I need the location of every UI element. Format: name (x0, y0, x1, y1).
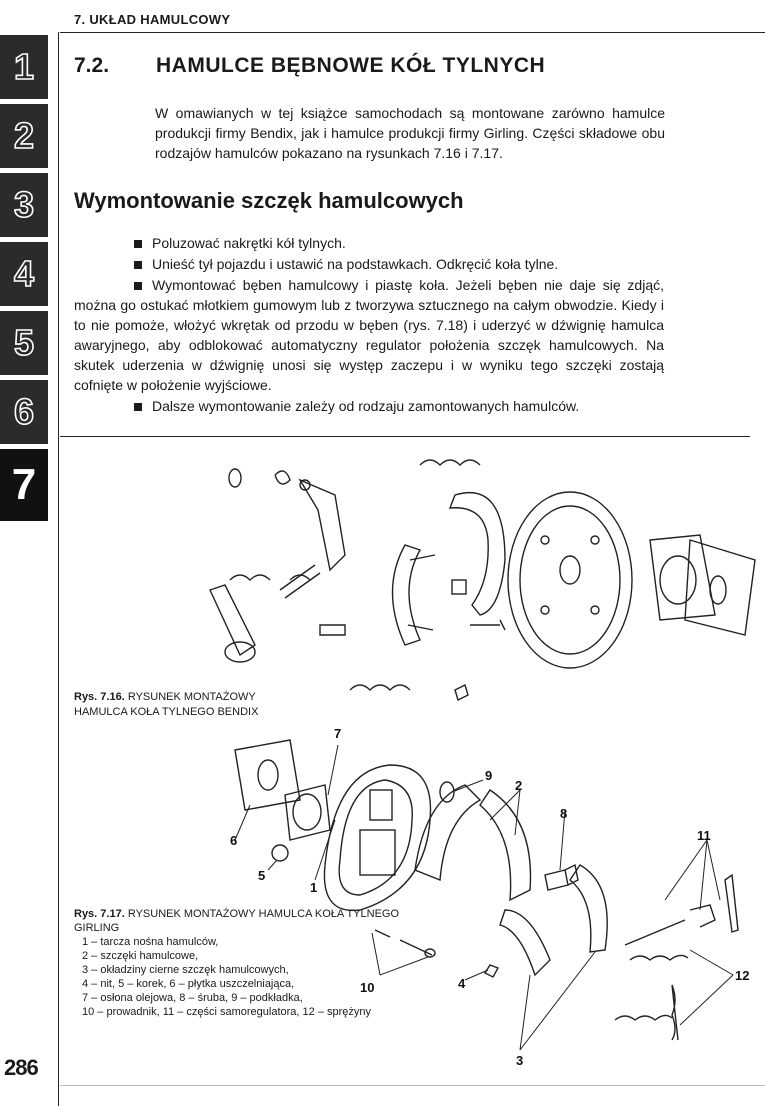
header-rule (60, 32, 765, 33)
legend-item: 7 – osłona olejowa, 8 – śruba, 9 – podkładka, (82, 992, 303, 1004)
subsection-title: Wymontowanie szczęk hamulcowych (74, 188, 464, 213)
bendix-small-parts (229, 469, 505, 700)
section-title: HAMULCE BĘBNOWE KÓŁ TYLNYCH (156, 54, 546, 77)
footer-rule (60, 1085, 765, 1086)
bullet-item: Unieść tył pojazdu i ustawić na podstawkach. Odkręcić koła tylne. (74, 254, 664, 274)
bullet-list (74, 233, 664, 417)
callout-11: 11 (697, 828, 711, 843)
girling-backing-plate (324, 765, 430, 910)
bendix-backing-plate (508, 492, 632, 668)
callout-9: 9 (485, 768, 493, 783)
bullet-item: Dalsze wymontowanie zależy od rodzaju zamontowanych hamulców. (74, 396, 664, 416)
margin-rule (58, 32, 59, 1106)
bendix-adjuster-lever (300, 480, 345, 570)
legend-item: 3 – okładziny cierne szczęk hamulcowych, (82, 964, 289, 976)
legend-item: 10 – prowadnik, 11 – części samoregulatora, 12 – sprężyny (82, 1006, 372, 1018)
callout-3: 3 (516, 1053, 524, 1068)
figure-7-16-caption: Rys. 7.16. RYSUNEK MONTAŻOWY HAMULCA KOŁA TYLNEGO BENDIX (74, 691, 259, 718)
legend-item: 1 – tarcza nośna hamulców, (82, 936, 219, 948)
chapter-tab-4[interactable]: 4 (0, 242, 48, 306)
callout-1: 1 (310, 880, 318, 895)
callout-8: 8 (560, 806, 568, 821)
chapter-tab-2[interactable]: 2 (0, 104, 48, 168)
callout-10: 10 (360, 980, 375, 995)
girling-plug (272, 845, 288, 861)
bullet-square-icon (134, 240, 142, 248)
callout-6: 6 (230, 833, 238, 848)
bendix-brake-shoe-left (393, 545, 436, 645)
chapter-header: 7. UKŁAD HAMULCOWY (74, 12, 231, 27)
girling-oil-shield (285, 785, 330, 840)
bendix-brake-shoe-right (450, 493, 505, 615)
legend-item: 2 – szczęki hamulcowe, (82, 950, 199, 962)
callout-12: 12 (735, 968, 750, 983)
section-number: 7.2. (74, 54, 110, 77)
bendix-wheel-cylinder (650, 535, 755, 635)
chapter-tabs (0, 35, 48, 526)
bullet-item: Wymontować bęben hamulcowy i piastę koła. Jeżeli bęben nie daje się zdjąć, można go ostukać młotkiem gumowym lub z tworzywa sztucznego na całym obwodzie. Kiedy i to nie pomoże, włożyć wkrętak od przodu w bęben (rys. 7.18) i uderzyć w dźwignię hamulca awaryjnego, aby odblokować automatyczny regulator położenia szczęk hamulcowych. Na skutek uderzenia w dźwignię unosi się występ zaczepu i w wyniku tego szczęki zostają cofnięte w położenie wyjściowe. (74, 277, 664, 393)
bendix-springs (230, 460, 480, 690)
chapter-tab-7-active[interactable]: 7 (0, 449, 48, 521)
girling-bolt (545, 865, 578, 890)
intro-paragraph: W omawianych w tej książce samochodach są montowane zarówno hamulce produkcji firmy Bendix, jak i hamulce produkcji firmy Girling. Części składowe obu rodzajów hamulców pokazano na rysunkach 7.16 i 7.17. (155, 105, 665, 161)
bullet-item: Poluzować nakrętki kół tylnych. (74, 233, 664, 253)
figure-7-17-caption: Rys. 7.17. RYSUNEK MONTAŻOWY HAMULCA KOŁA TYLNEGO GIRLING 1 – tarcza nośna hamulców, 2 – szczęki hamulcowe, 3 – okładziny cierne szczęk hamulcowych, 4 – nit, 5 – korek, 6 – płytka uszczelniająca, 7 – osłona olejowa, 8 – śruba, 9 – podkładka, 10 – prowadnik, 11 – części samoregulatora, 12 – sprężyny (74, 907, 414, 1019)
callout-5: 5 (258, 868, 266, 883)
bullet-square-icon (134, 282, 142, 290)
chapter-tab-1[interactable]: 1 (0, 35, 48, 99)
legend-item: 4 – nit, 5 – korek, 6 – płytka uszczelniająca, (82, 978, 295, 990)
girling-sealing-plate (235, 740, 300, 810)
chapter-tab-3[interactable]: 3 (0, 173, 48, 237)
callout-7: 7 (334, 726, 342, 741)
callout-2: 2 (515, 778, 523, 793)
section-divider (60, 436, 750, 437)
chapter-tab-5[interactable]: 5 (0, 311, 48, 375)
bendix-handbrake-lever (210, 585, 255, 662)
bullet-square-icon (134, 403, 142, 411)
page-number: 286 (4, 1055, 38, 1080)
chapter-tab-6[interactable]: 6 (0, 380, 48, 444)
bullet-square-icon (134, 261, 142, 269)
callout-4: 4 (458, 976, 466, 991)
